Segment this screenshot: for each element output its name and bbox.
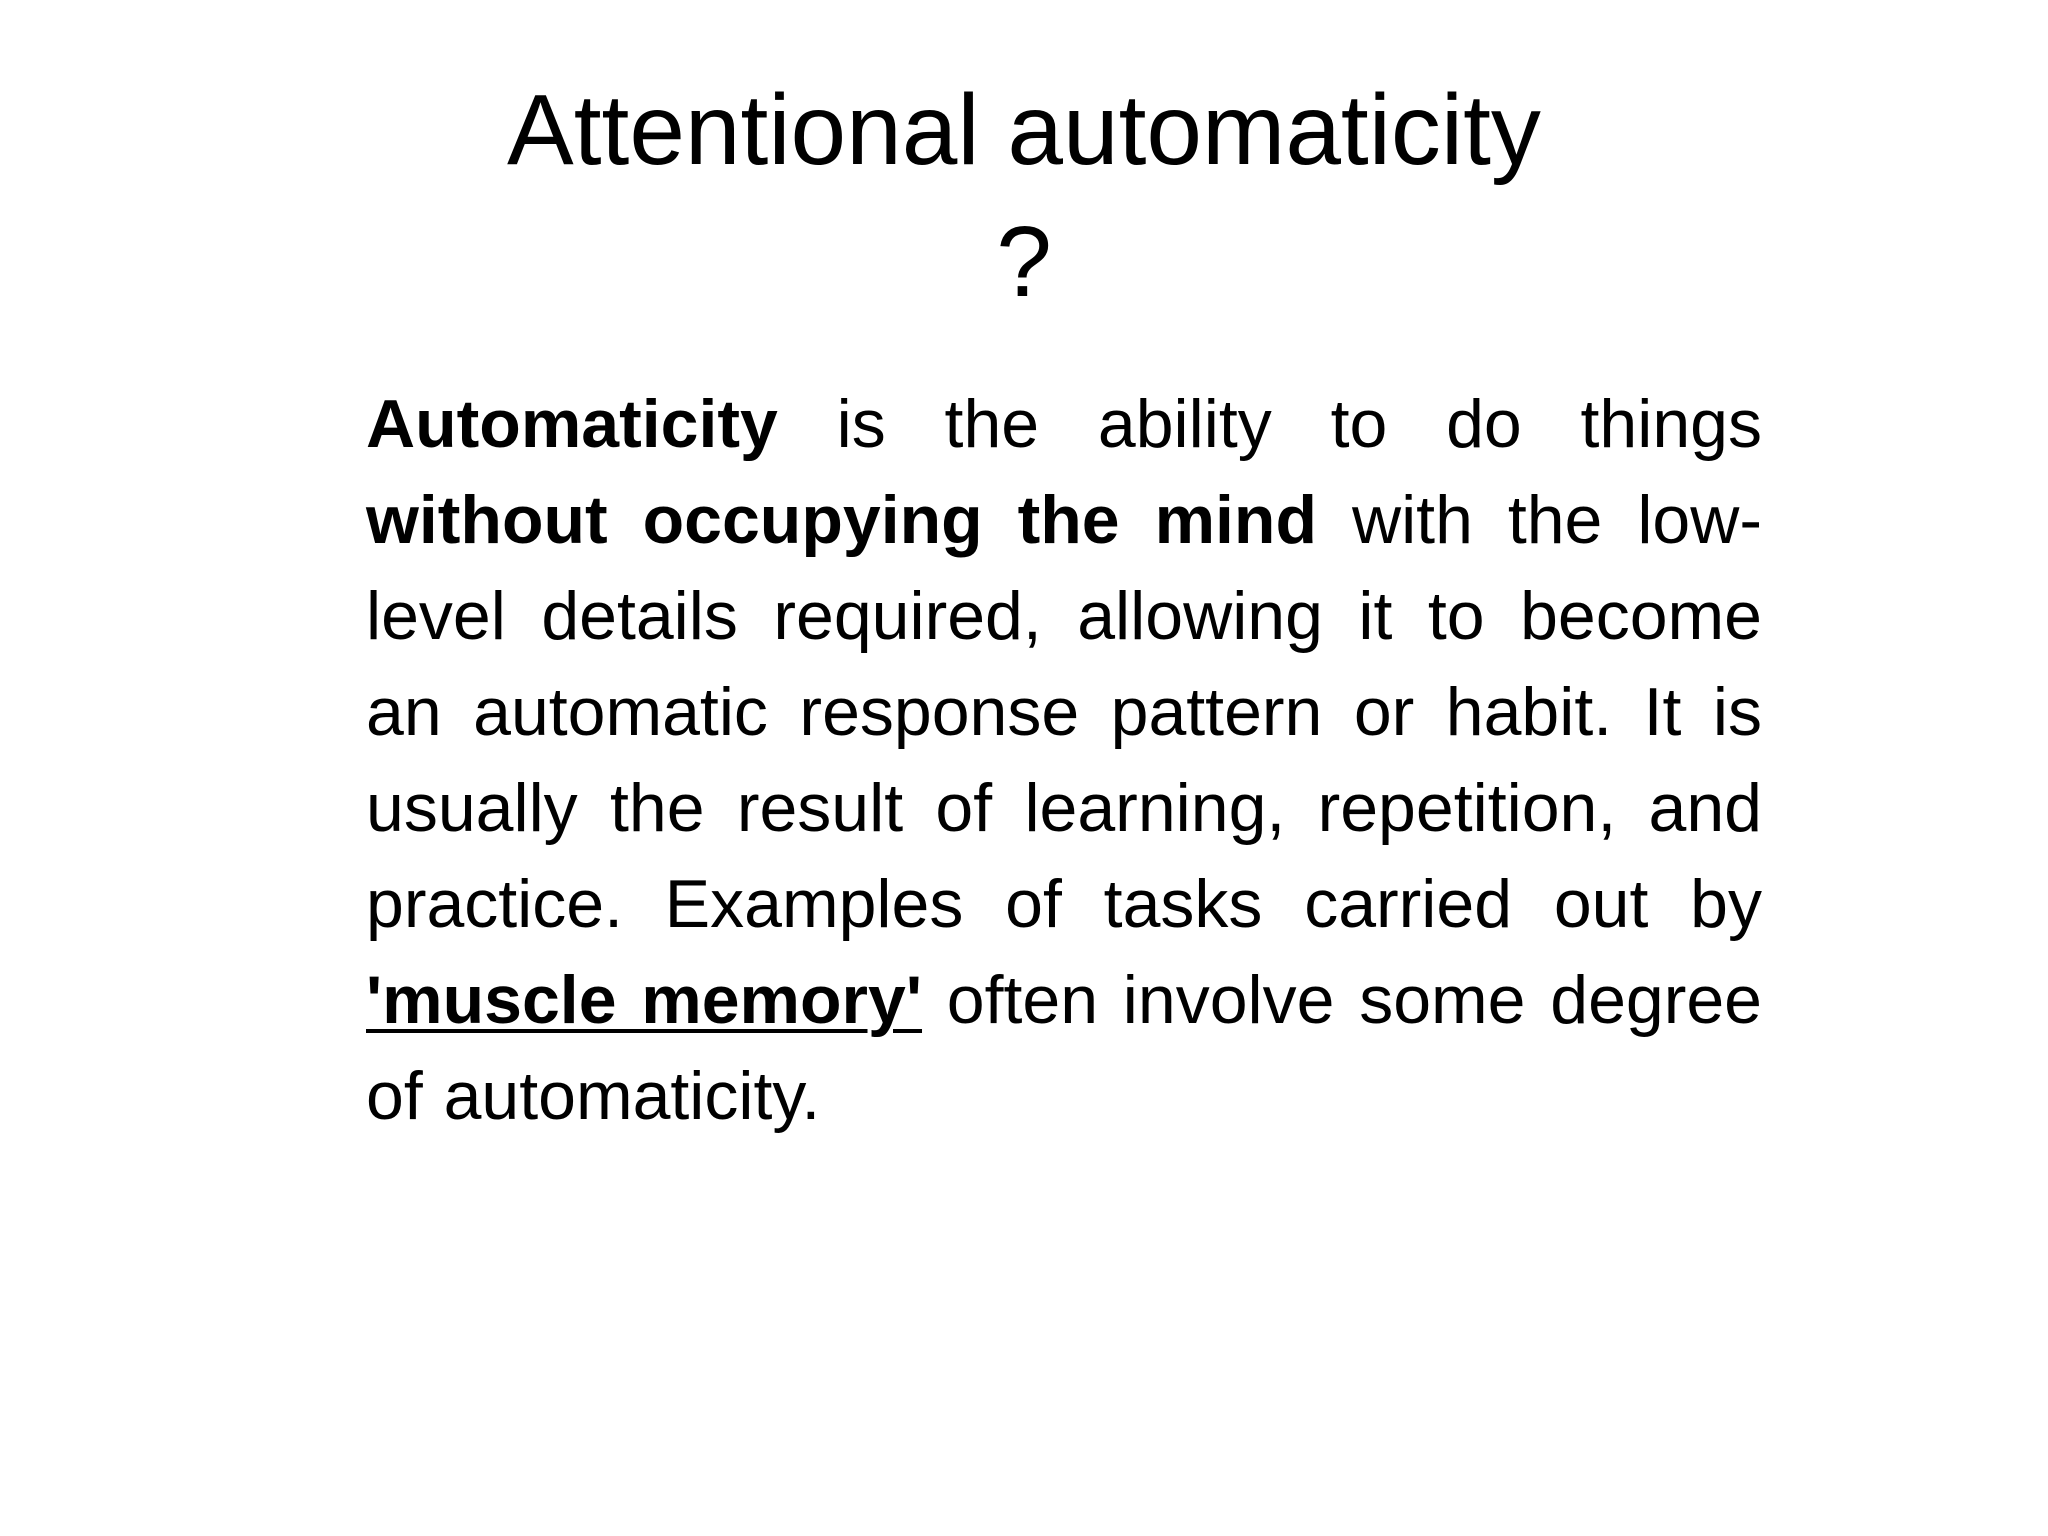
term-automaticity: Automaticity xyxy=(366,386,778,462)
body-text-3: often involve some degree of automaticity. xyxy=(366,962,1762,1134)
slide-title xyxy=(0,64,2048,328)
body-paragraph xyxy=(366,376,1762,1144)
title-line-1: Attentional automaticity xyxy=(507,74,1541,186)
muscle-memory-link[interactable]: 'muscle memory' xyxy=(366,962,923,1038)
body-text-1: is the ability to do things xyxy=(777,386,1762,462)
bold-phrase: without occupying the mind xyxy=(366,482,1318,558)
title-line-2: ? xyxy=(996,206,1052,318)
body-text-2: with the low-level details required, allowing it to become an automatic response pattern or habit. It is usually the result of learning, repetition, and practice. Examples of tasks carried out by xyxy=(366,482,1763,942)
